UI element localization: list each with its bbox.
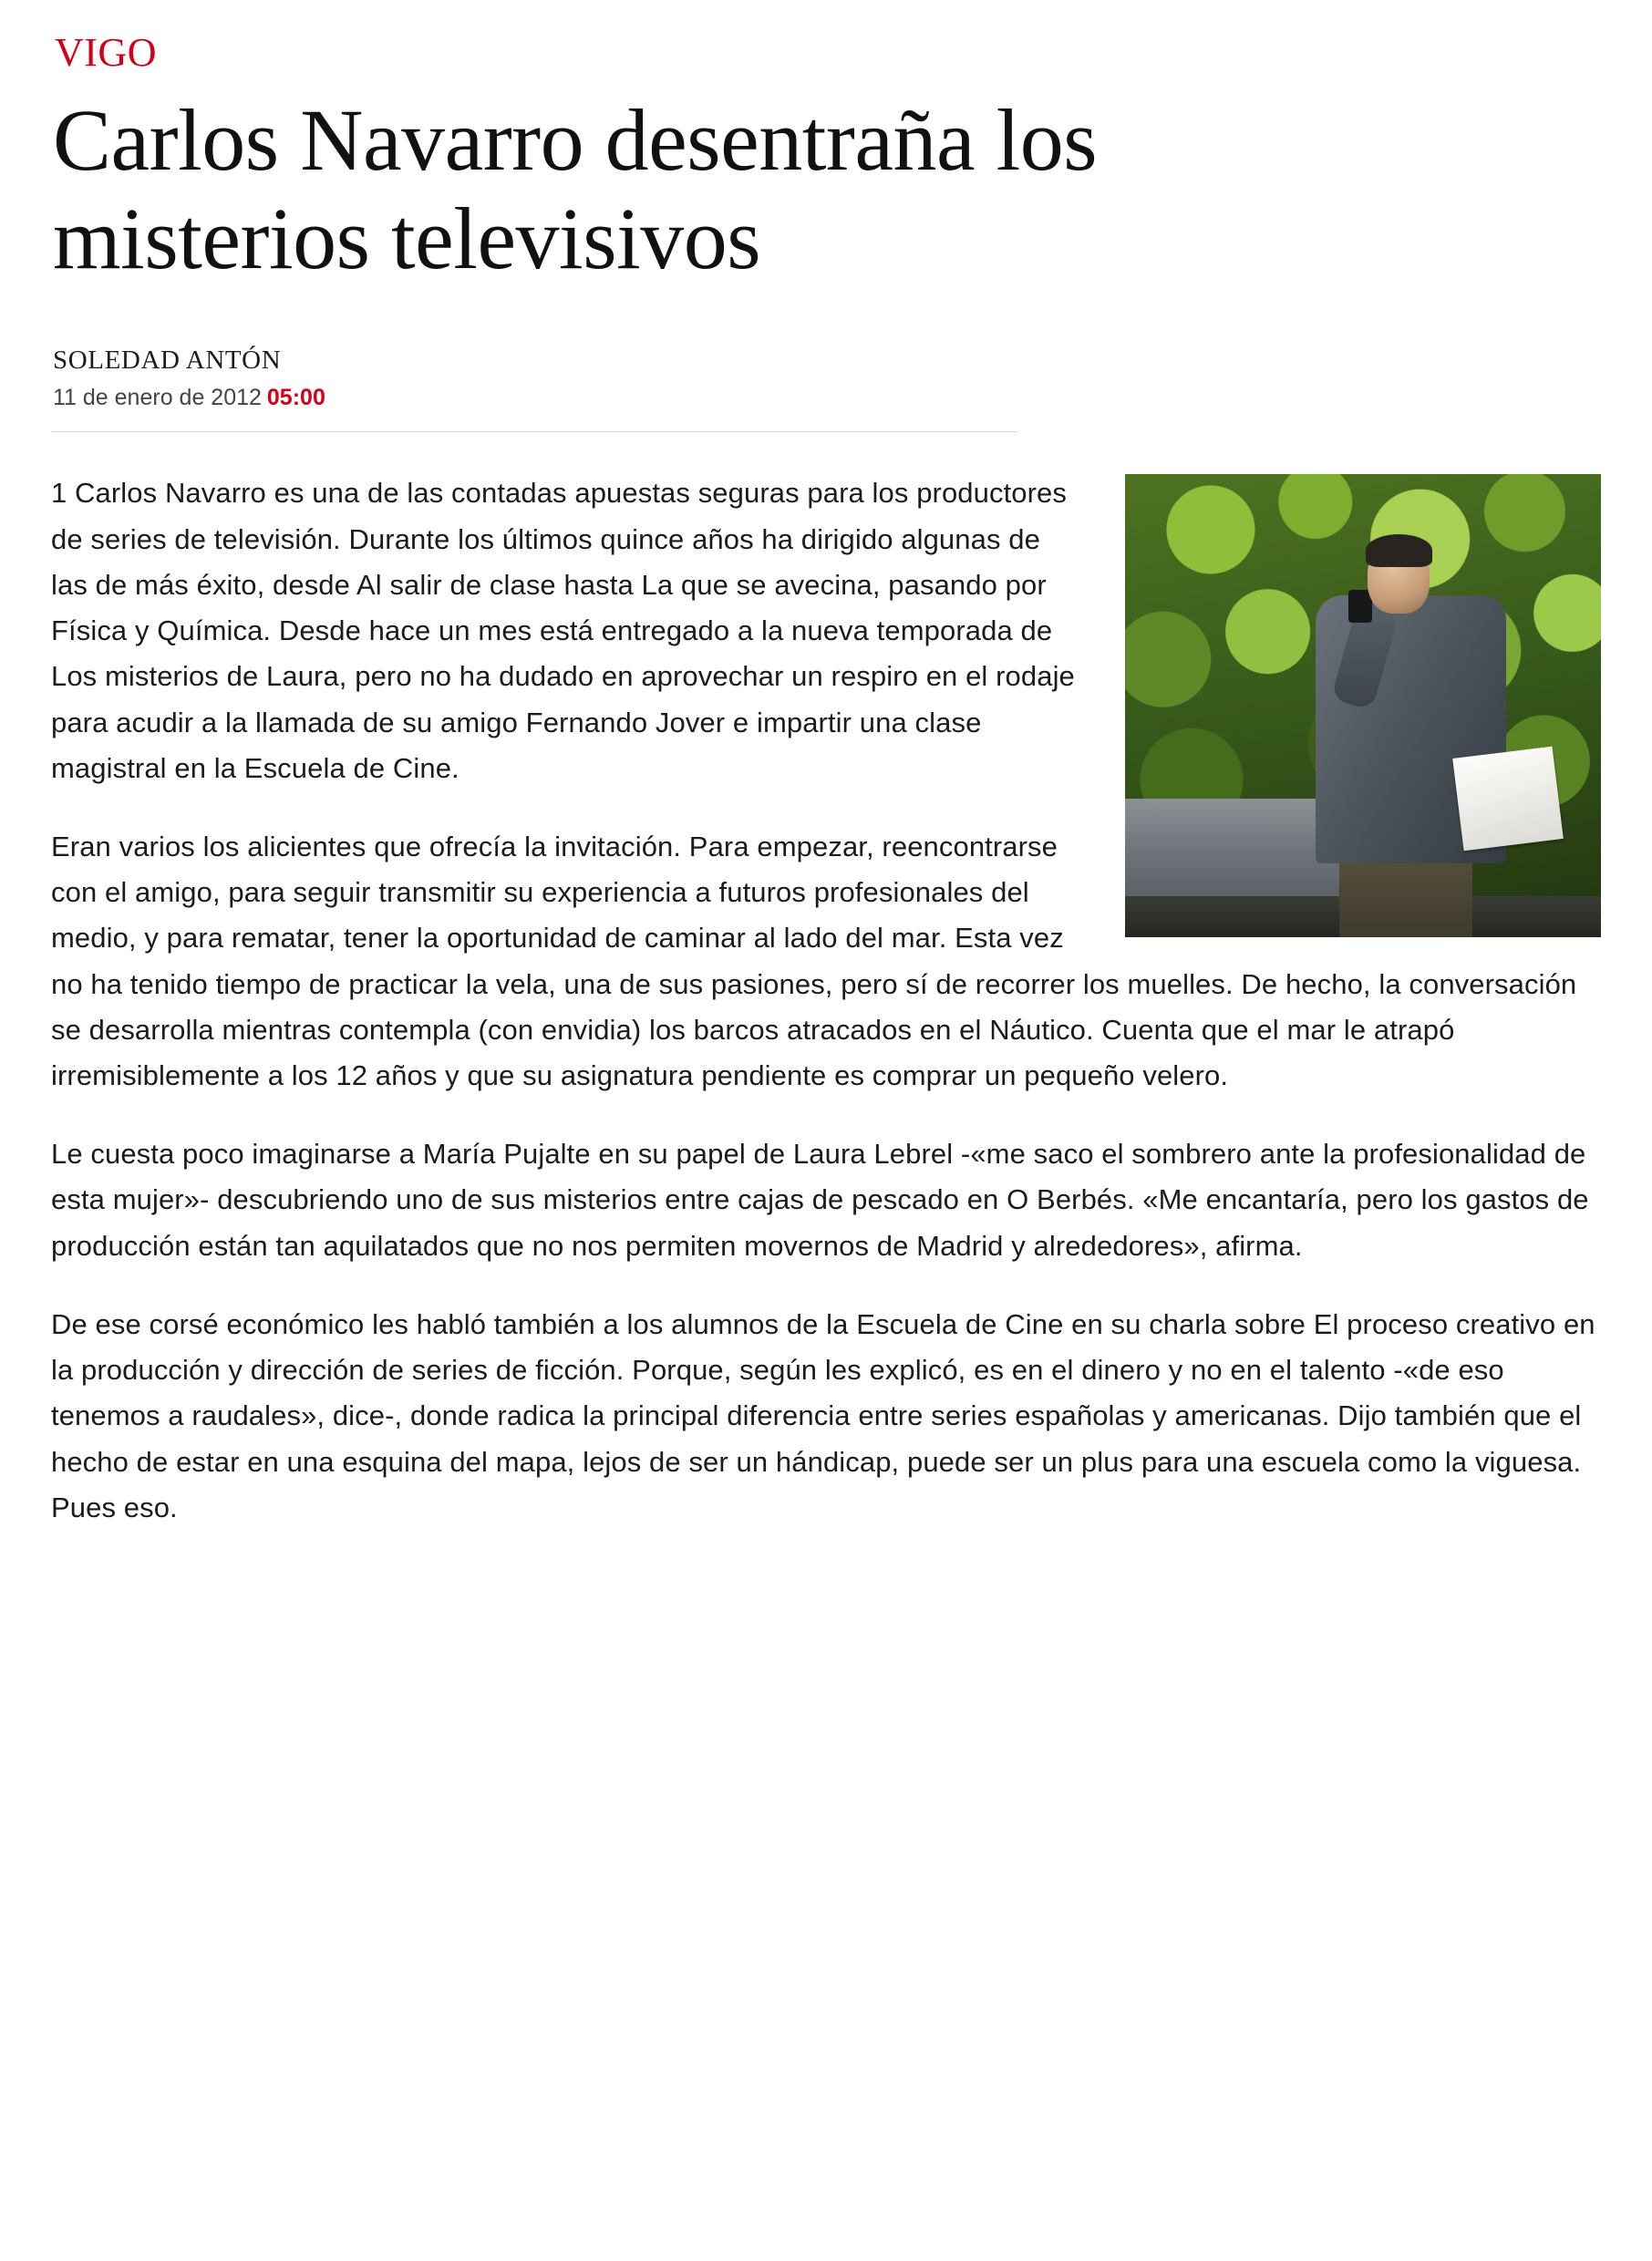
page-title: Carlos Navarro desentraña los misterios televisivos xyxy=(53,91,1098,287)
photo-carlos-navarro xyxy=(1125,474,1601,937)
article-paragraph: Eran varios los alicientes que ofrecía la invitación. Para empezar, reencontrarse con el amigo, para seguir transmitir su experiencia a futuros profesionales del medio, y para rematar, tener la oportunidad de caminar al lado del mar. Esta vez no ha tenido tiempo de practicar la vela, una de sus pasiones, pero sí de recorrer los muelles. De hecho, la conversación se desarrolla mientras contempla (con envidia) los barcos atracados en el Náutico. Cuenta que el mar le atrapó irremisiblemente a los 12 años y que su asignatura pendiente es comprar un pequeño velero. xyxy=(51,830,1577,1092)
section-kicker[interactable]: VIGO xyxy=(55,30,157,75)
article-dateline xyxy=(53,385,1017,411)
byline-block xyxy=(51,346,1017,432)
article-body xyxy=(51,470,1601,1564)
photo-papers xyxy=(1453,747,1564,851)
article-time: 05:00 xyxy=(266,385,325,411)
article-author[interactable]: SOLEDAD ANTÓN xyxy=(53,346,282,376)
article-figure xyxy=(1125,474,1601,937)
photo-subject-hair xyxy=(1366,534,1432,567)
article-paragraph: De ese corsé económico les habló también a los alumnos de la Escuela de Cine en su charla sobre El proceso creativo en la producción y dirección de series de ficción. Porque, según les explicó, es en el dinero y no en el talento -«de eso tenemos a raudales», dice-, donde radica la principal diferencia entre series españolas y americanas. Dijo también que el hecho de estar en una esquina del mapa, lejos de ser un hándicap, puede ser un plus para una escuela como la viguesa. Pues eso. xyxy=(51,1307,1595,1523)
article-paragraph: 1 Carlos Navarro es una de las contadas apuestas seguras para los productores de series de televisión. Durante los últimos quince años ha dirigido algunas de las de más éxito, desde Al salir de clase hasta La que se avecina, pasando por Física y Química. Desde hace un mes está entregado a la nueva temporada de Los misterios de Laura, pero no ha dudado en aprovechar un respiro en el rodaje para acudir a la llamada de su amigo Fernando Jover e impartir una clase magistral en la Escuela de Cine. xyxy=(51,477,1075,784)
article-date: 11 de enero de 2012 xyxy=(53,385,262,411)
article-paragraph: Le cuesta poco imaginarse a María Pujalte en su papel de Laura Lebrel -«me saco el sombrero ante la profesionalidad de esta mujer»- descubriendo uno de sus misterios entre cajas de pescado en O Berbés. «Me encantaría, pero los gastos de producción están tan aquilatados que no nos permiten movernos de Madrid y alrededores», afirma. xyxy=(51,1138,1589,1262)
